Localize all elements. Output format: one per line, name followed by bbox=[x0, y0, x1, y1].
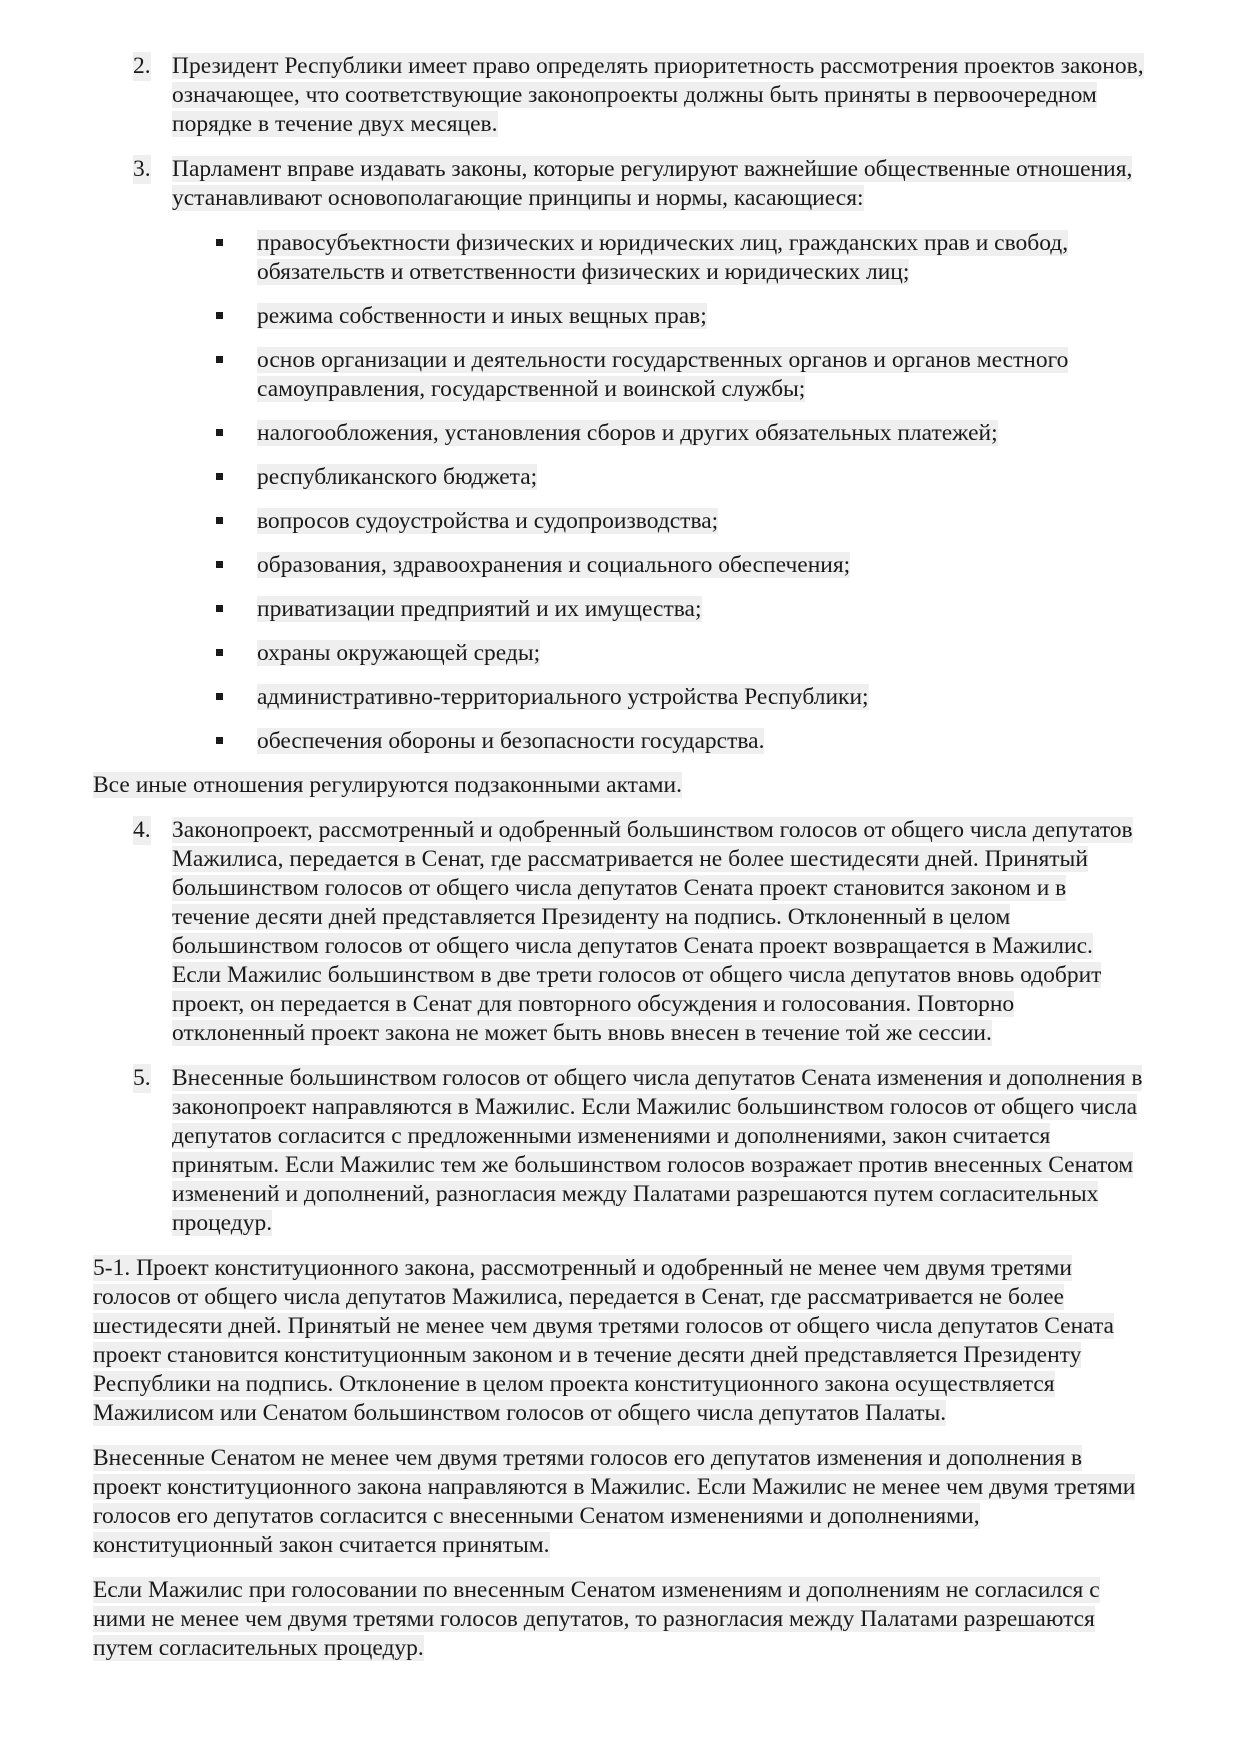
item-text: Парламент вправе издавать законы, которые регулируют важнейшие общественные отношения, устанавливают основополагающие принципы и нормы, касающиеся: bbox=[172, 156, 1133, 211]
bullet-text: административно-территориального устройства Республики; bbox=[257, 684, 869, 710]
item-text: Внесенные большинством голосов от общего числа депутатов Сената изменения и дополнения в законопроект направляются в Мажилис. Если Мажилис большинством голосов от общего числа депутатов согласится с предложенными изменениями и дополнениями, закон считается принятым. Если Мажилис тем же большинством голосов возражает против внесенных Сенатом изменений и дополнений, разногласия между Палатами разрешаются путем согласительных процедур. bbox=[172, 1065, 1143, 1236]
item-number: 3. bbox=[133, 156, 151, 182]
paragraph-5-1 bbox=[93, 1254, 1147, 1428]
numbered-item-3 bbox=[93, 155, 1147, 213]
square-bullet-icon bbox=[216, 312, 223, 319]
bullet-text: режима собственности и иных вещных прав; bbox=[257, 303, 707, 329]
item-number: 2. bbox=[133, 53, 151, 79]
item-text: Законопроект, рассмотренный и одобренный большинством голосов от общего числа депутатов Мажилиса, передается в Сенат, где рассматривается не более шестидесяти дней. Принятый большинством голосов от общего числа депутатов Сената проект становится законом и в течение десяти дней представляется Президенту на подпись. Отклоненный в целом большинством голосов от общего числа депутатов Сената проект возвращается в Мажилис. Если Мажилис большинством в две трети голосов от общего числа депутатов вновь одобрит проект, он передается в Сенат для повторного обсуждения и голосования. Повторно отклоненный проект закона не может быть вновь внесен в течение той же сессии. bbox=[172, 817, 1133, 1046]
bullet-text: приватизации предприятий и их имущества; bbox=[257, 596, 702, 622]
bullet-item bbox=[93, 507, 1147, 536]
square-bullet-icon bbox=[216, 517, 223, 524]
bullet-item bbox=[93, 551, 1147, 580]
item-number: 4. bbox=[133, 817, 151, 843]
bullet-text: вопросов судоустройства и судопроизводства; bbox=[257, 508, 719, 534]
bullet-item bbox=[93, 346, 1147, 404]
paragraph-mazhilis-disagreement bbox=[93, 1576, 1147, 1663]
square-bullet-icon bbox=[216, 239, 223, 246]
bullet-text: налогообложения, установления сборов и других обязательных платежей; bbox=[257, 420, 998, 446]
item-number: 5. bbox=[133, 1065, 151, 1091]
paragraph-text: Если Мажилис при голосовании по внесенным Сенатом изменениям и дополнениям не согласился с ними не менее чем двумя третями голосов депутатов, то разногласия между Палатами разрешаются путем согласительных процедур. bbox=[93, 1577, 1100, 1661]
square-bullet-icon bbox=[216, 693, 223, 700]
bullet-item bbox=[93, 683, 1147, 712]
bullet-item bbox=[93, 595, 1147, 624]
paragraph-text: Все иные отношения регулируются подзаконными актами. bbox=[93, 772, 682, 798]
bullet-item bbox=[93, 419, 1147, 448]
note-paragraph bbox=[93, 771, 1147, 800]
square-bullet-icon bbox=[216, 356, 223, 363]
item-text: Президент Республики имеет право определять приоритетность рассмотрения проектов законов, означающее, что соответствующие законопроекты должны быть приняты в первоочередном порядке в течение двух месяцев. bbox=[172, 53, 1144, 137]
bullet-item bbox=[93, 302, 1147, 331]
bullet-text: правосубъектности физических и юридических лиц, гражданских прав и свобод, обязательств и ответственности физических и юридических лиц; bbox=[257, 230, 1069, 285]
bullet-item bbox=[93, 639, 1147, 668]
square-bullet-icon bbox=[216, 649, 223, 656]
bullet-text: обеспечения обороны и безопасности государства. bbox=[257, 728, 765, 754]
square-bullet-icon bbox=[216, 737, 223, 744]
square-bullet-icon bbox=[216, 473, 223, 480]
numbered-item-4 bbox=[93, 816, 1147, 1048]
bullet-text: охраны окружающей среды; bbox=[257, 640, 541, 666]
square-bullet-icon bbox=[216, 429, 223, 436]
square-bullet-icon bbox=[216, 561, 223, 568]
numbered-item-2 bbox=[93, 52, 1147, 139]
bullet-item bbox=[93, 229, 1147, 287]
paragraph-text: 5-1. Проект конституционного закона, рассмотренный и одобренный не менее чем двумя третями голосов от общего числа депутатов Мажилиса, передается в Сенат, где рассматривается не более шестидесяти дней. Принятый не менее чем двумя третями голосов от общего числа депутатов Сената проект становится конституционным законом и в течение десяти дней представляется Президенту Республики на подпись. Отклонение в целом проекта конституционного закона осуществляется Мажилисом или Сенатом большинством голосов от общего числа депутатов Палаты. bbox=[93, 1255, 1114, 1426]
bullet-list bbox=[93, 229, 1147, 756]
numbered-item-5 bbox=[93, 1064, 1147, 1238]
paragraph-text: Внесенные Сенатом не менее чем двумя третями голосов его депутатов изменения и дополнения в проект конституционного закона направляются в Мажилис. Если Мажилис не менее чем двумя третями голосов его депутатов согласится с внесенными Сенатом изменениями и дополнениями, конституционный закон считается принятым. bbox=[93, 1445, 1136, 1558]
bullet-text: основ организации и деятельности государственных органов и органов местного самоуправления, государственной и воинской службы; bbox=[257, 347, 1069, 402]
paragraph-senate-amendments bbox=[93, 1444, 1147, 1560]
bullet-item bbox=[93, 463, 1147, 492]
bullet-text: образования, здравоохранения и социального обеспечения; bbox=[257, 552, 851, 578]
bullet-text: республиканского бюджета; bbox=[257, 464, 538, 490]
square-bullet-icon bbox=[216, 605, 223, 612]
bullet-item bbox=[93, 727, 1147, 756]
